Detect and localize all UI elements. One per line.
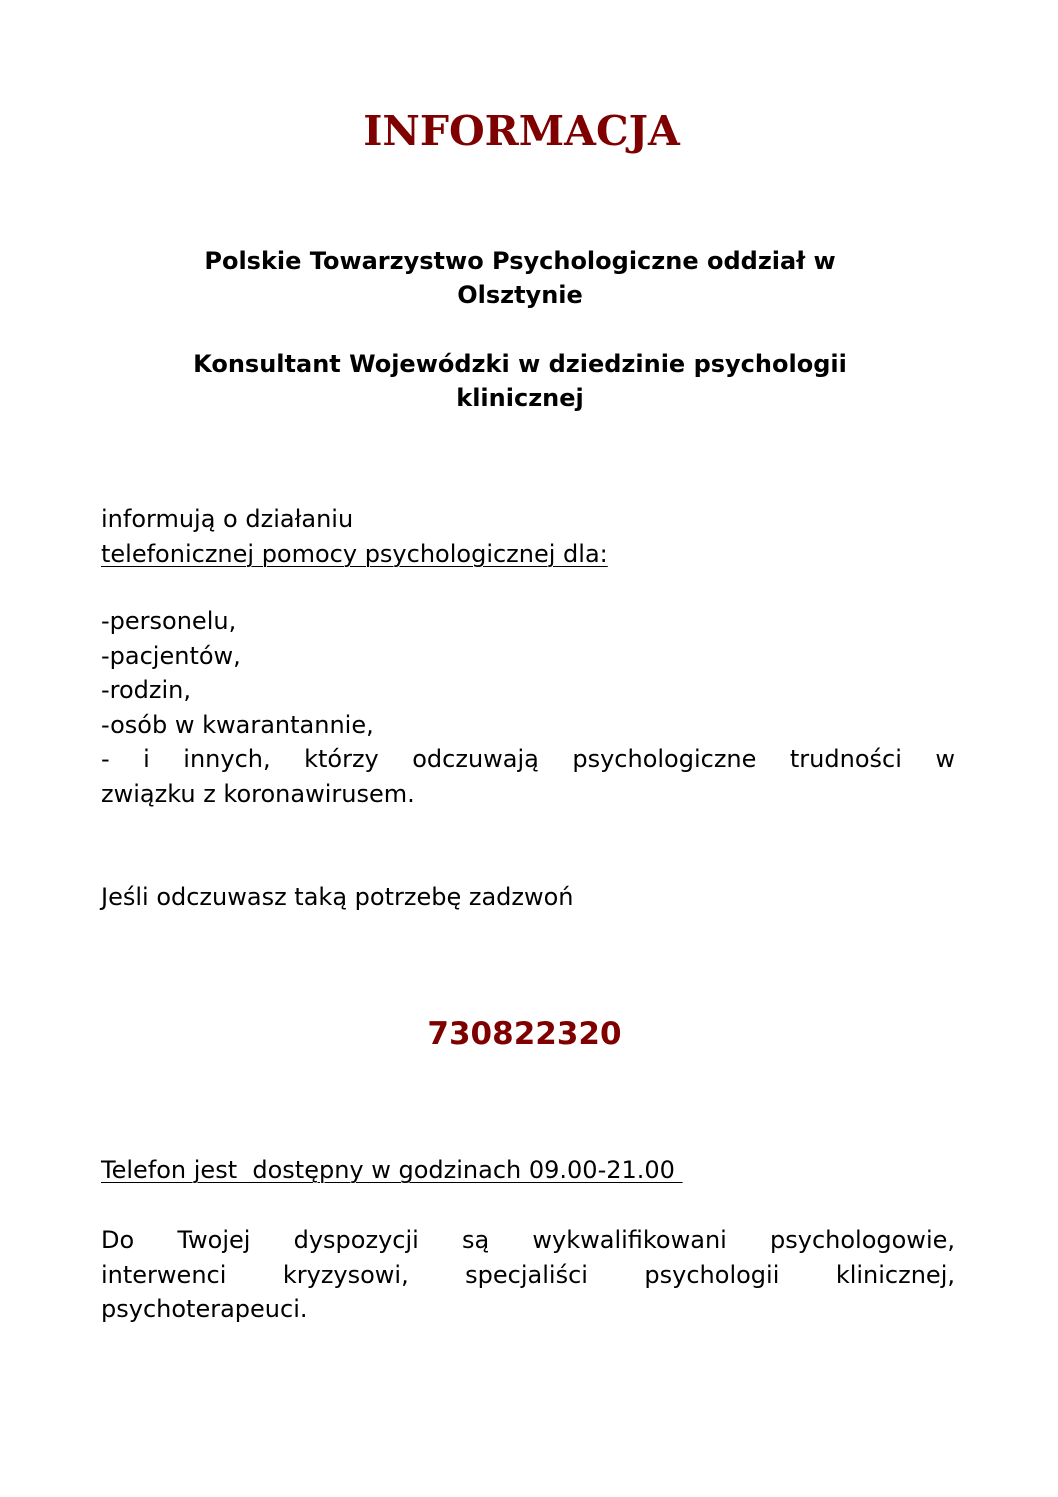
recipient-list bbox=[101, 604, 955, 811]
staff-line-2: interwenci kryzysowi, specjaliści psychologii klinicznej, bbox=[101, 1260, 955, 1289]
recipient-item-families: -rodzin, bbox=[101, 676, 192, 704]
recipient-item-quarantined: -osób w kwarantannie, bbox=[101, 710, 374, 739]
organization-name-line-1: Polskie Towarzystwo Psychologiczne oddział w bbox=[204, 247, 836, 275]
recipient-item-staff: -personelu, bbox=[101, 607, 237, 635]
organization-name-line-2: Olsztynie bbox=[457, 281, 583, 309]
consultant-name-line-2: klinicznej bbox=[456, 384, 584, 412]
intro-line-1: informują o działaniu bbox=[101, 505, 354, 533]
document-title: INFORMACJA bbox=[363, 107, 680, 155]
organization-name bbox=[120, 244, 920, 312]
recipient-item-others-line-2: związku z koronawirusem. bbox=[101, 779, 415, 808]
call-prompt: Jeśli odczuwasz taką potrzebę zadzwoń bbox=[101, 883, 574, 911]
staff-line-3: psychoterapeuci. bbox=[101, 1295, 308, 1323]
recipient-item-others-line-1: - i innych, którzy odczuwają psychologiczne trudności w bbox=[101, 745, 955, 773]
hours-paragraph bbox=[101, 1153, 955, 1188]
intro-line-2-underlined: telefonicznej pomocy psychologicznej dla: bbox=[101, 539, 608, 568]
staff-paragraph bbox=[101, 1223, 955, 1327]
recipient-item-patients: -pacjentów, bbox=[101, 641, 241, 670]
phone-number: 730822320 bbox=[427, 1016, 622, 1052]
availability-hours: Telefon jest dostępny w godzinach 09.00-21.00 bbox=[101, 1156, 683, 1184]
consultant-name bbox=[120, 347, 920, 415]
consultant-name-line-1: Konsultant Wojewódzki w dziedzinie psychologii bbox=[193, 350, 847, 378]
staff-line-1: Do Twojej dyspozycji są wykwalifikowani psychologowie, bbox=[101, 1226, 955, 1254]
intro-paragraph bbox=[101, 502, 955, 571]
